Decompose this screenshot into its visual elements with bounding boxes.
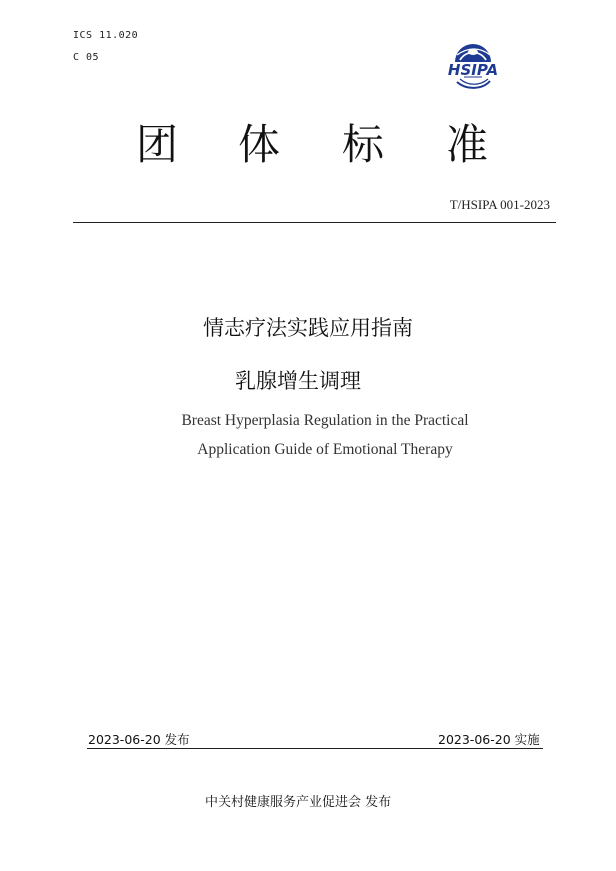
implement-date: 2023-06-20 实施 [438,732,540,747]
header-divider [73,222,556,223]
standard-number: T/HSIPA 001-2023 [449,197,550,212]
publisher: 中关村健康服务产业促进会 发布 [205,795,392,810]
globe-icon [455,44,491,62]
ics-code: ICS 11.020 [73,30,139,41]
title-en-line1: Breast Hyperplasia Regulation in the Practical [181,412,469,429]
document-type-heading [0,118,616,172]
title-cn-sub: 乳腺增生调理 [235,369,361,393]
hsipa-logo [438,38,508,94]
document-type-char: 准 [446,120,489,169]
document-type-char: 体 [238,120,281,169]
logo-text: HSIPA [447,61,499,79]
document-type-char: 团 [136,120,179,169]
publish-date: 2023-06-20 发布 [88,732,190,747]
title-en-line2: Application Guide of Emotional Therapy [197,441,453,458]
document-type-char: 标 [342,120,385,169]
title-cn-main: 情志疗法实践应用指南 [203,316,413,340]
ccs-code: C 05 [73,52,100,63]
footer-divider [87,748,543,749]
